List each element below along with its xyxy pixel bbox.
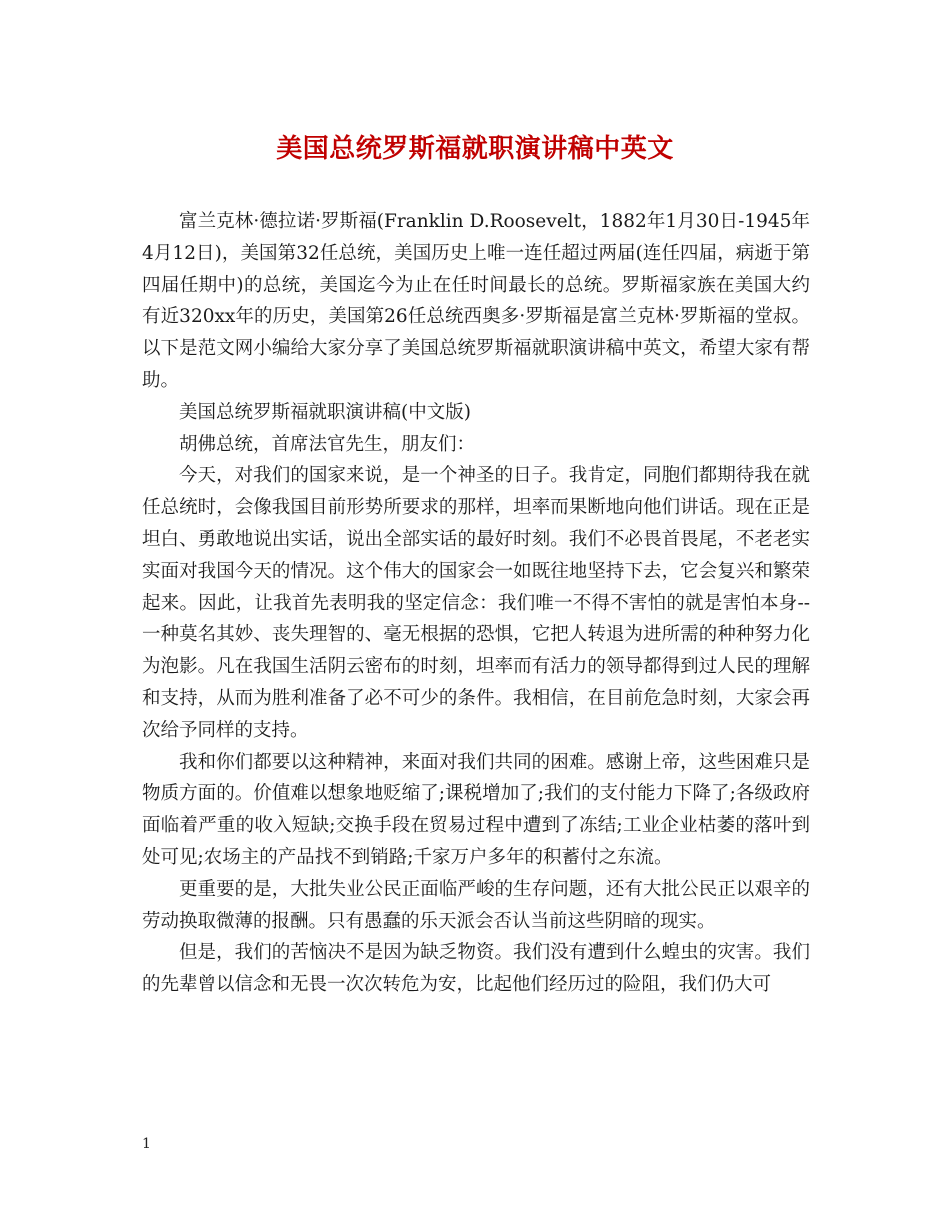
body-paragraph: 但是，我们的苦恼决不是因为缺乏物资。我们没有遭到什么蝗虫的灾害。我们的先辈曾以信念和无畏一次次转危为安，比起他们经历过的险阻，我们仍大可: [142, 942, 810, 996]
page-number: 1: [142, 1136, 151, 1152]
body-paragraph: 更重要的是，大批失业公民正面临严峻的生存问题，还有大批公民正以艰辛的劳动换取微薄的报酬。只有愚蠢的乐天派会否认当前这些阴暗的现实。: [142, 878, 810, 932]
salutation: 胡佛总统，首席法官先生，朋友们：: [179, 433, 476, 455]
body-paragraph: 我和你们都要以这种精神，来面对我们共同的困难。感谢上帝，这些困难只是物质方面的。价值难以想象地贬缩了;课税增加了;我们的支付能力下降了;各级政府面临着严重的收入短缺;交换手段在贸易过程中遭到了冻结;工业企业枯萎的落叶到处可见;农场主的产品找不到销路;千家万户多年的积蓄付之东流。: [142, 751, 810, 868]
document-body: [142, 206, 810, 1001]
document-title: 美国总统罗斯福就职演讲稿中英文: [276, 134, 674, 164]
body-paragraph: 今天，对我们的国家来说，是一个神圣的日子。我肯定，同胞们都期待我在就任总统时，会像我国目前形势所要求的那样，坦率而果断地向他们讲话。现在正是坦白、勇敢地说出实话，说出全部实话的最好时刻。我们不必畏首畏尾，不老老实实面对我国今天的情况。这个伟大的国家会一如既往地坚持下去，它会复兴和繁荣起来。因此，让我首先表明我的坚定信念：我们唯一不得不害怕的就是害怕本身--一种莫名其妙、丧失理智的、毫无根据的恐惧，它把人转退为进所需的种种努力化为泡影。凡在我国生活阴云密布的时刻，坦率而有活力的领导都得到过人民的理解和支持，从而为胜利准备了必不可少的条件。我相信，在目前危急时刻，大家会再次给予同样的支持。: [142, 465, 810, 741]
section-heading: 美国总统罗斯福就职演讲稿(中文版): [179, 401, 471, 423]
intro-paragraph: 富兰克林·德拉诺·罗斯福(Franklin D.Roosevelt，1882年1月30日-1945年4月12日)，美国第32任总统，美国历史上唯一连任超过两届(连任四届，病逝于第四届任期中)的总统，美国迄今为止在任时间最长的总统。罗斯福家族在美国大约有近320xx年的历史，美国第26任总统西奥多·罗斯福是富兰克林·罗斯福的堂叔。以下是范文网小编给大家分享了美国总统罗斯福就职演讲稿中英文，希望大家有帮助。: [142, 211, 810, 391]
